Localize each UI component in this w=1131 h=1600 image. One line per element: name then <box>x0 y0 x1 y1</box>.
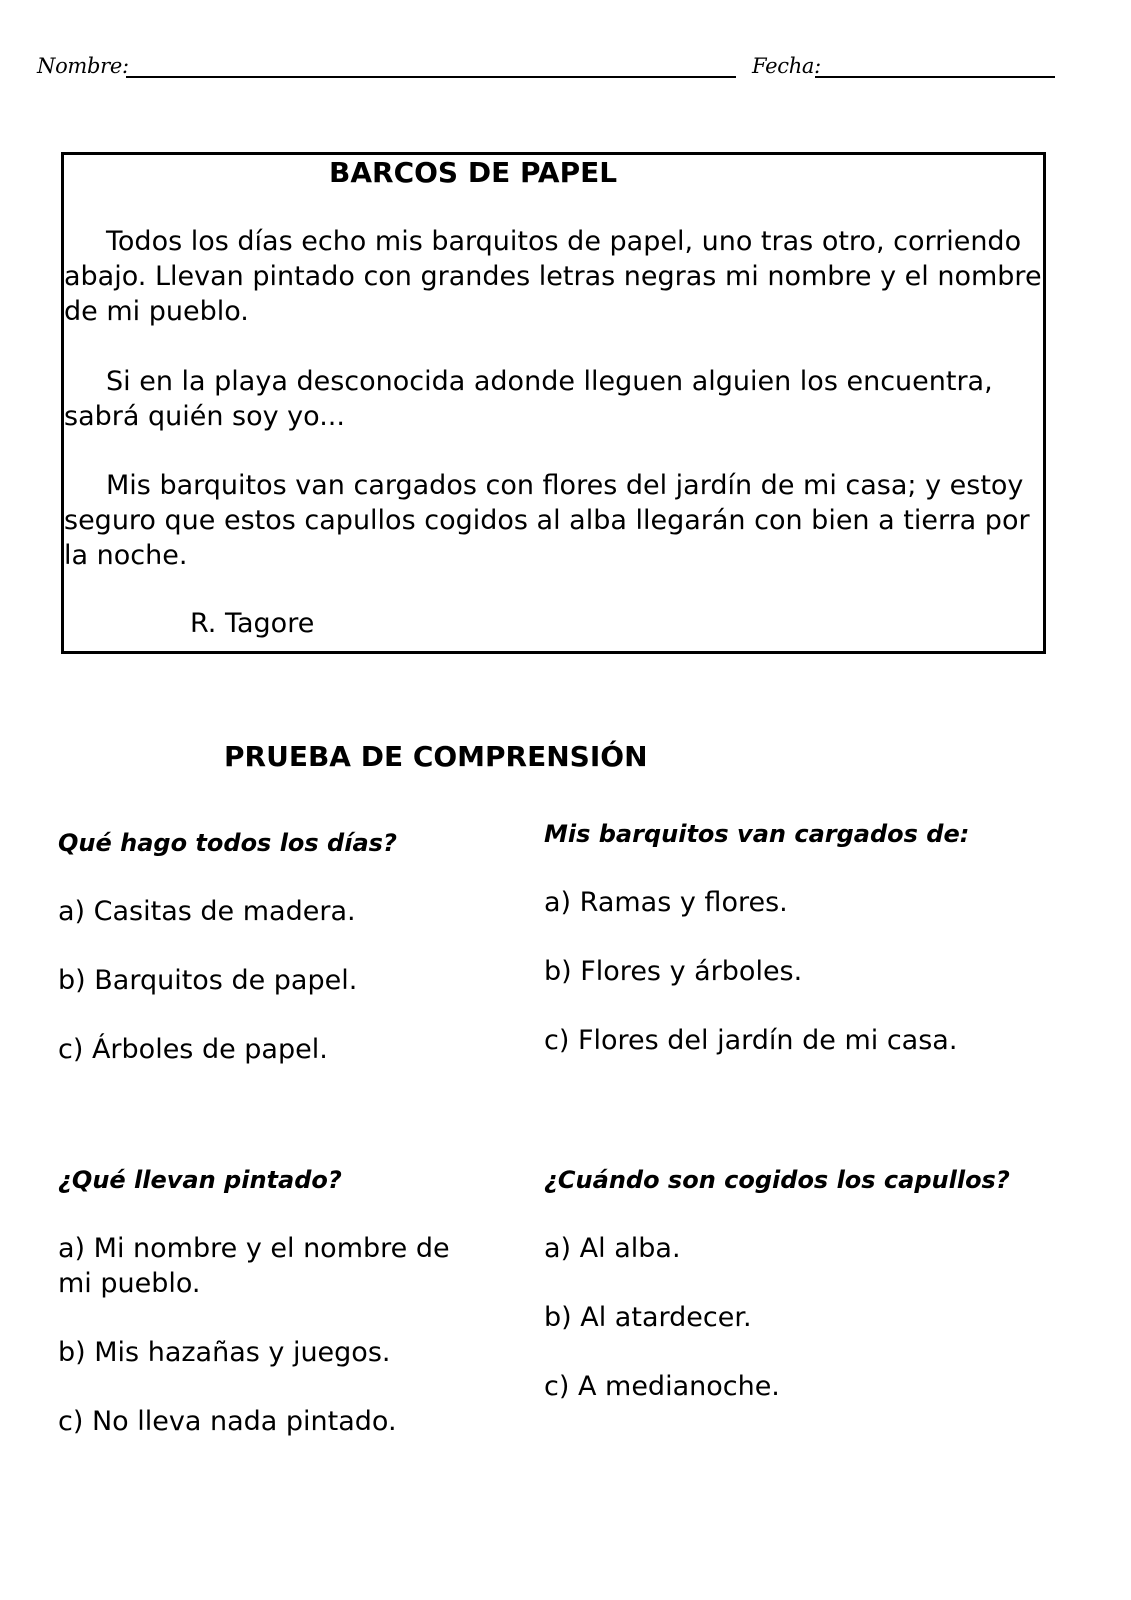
question-2: Mis barquitos van cargados de: <box>544 820 970 848</box>
question-1-option-b: b) Barquitos de papel. <box>58 965 358 996</box>
question-4: ¿Cuándo son cogidos los capullos? <box>544 1166 1010 1194</box>
question-2-option-b: b) Flores y árboles. <box>544 956 803 987</box>
question-2-option-c: c) Flores del jardín de mi casa. <box>544 1025 958 1056</box>
question-3-option-b: b) Mis hazañas y juegos. <box>58 1337 391 1368</box>
name-label: Nombre: <box>37 54 129 78</box>
story-paragraph-1: Todos los días echo mis barquitos de papel, uno tras otro, corriendo abajo. Llevan pintado con grandes letras negras mi nombre y el nombre de mi pueblo. <box>64 226 1042 327</box>
date-line <box>815 76 1055 78</box>
story-paragraph-2: Si en la playa desconocida adonde lleguen alguien los encuentra, sabrá quién soy yo... <box>64 366 993 432</box>
question-3: ¿Qué llevan pintado? <box>58 1166 342 1194</box>
name-line <box>126 76 736 78</box>
date-label: Fecha: <box>752 54 821 78</box>
question-4-option-a: a) Al alba. <box>544 1233 681 1264</box>
question-1: Qué hago todos los días? <box>58 829 397 857</box>
story-author: R. Tagore <box>190 608 315 639</box>
question-4-option-c: c) A medianoche. <box>544 1371 780 1402</box>
question-3-option-c: c) No lleva nada pintado. <box>58 1406 397 1437</box>
story-paragraph-3: Mis barquitos van cargados con flores del jardín de mi casa; y estoy seguro que estos capullos cogidos al alba llegarán con bien a tierra por la noche. <box>64 470 1030 571</box>
question-1-option-a: a) Casitas de madera. <box>58 896 356 927</box>
question-2-option-a: a) Ramas y flores. <box>544 887 788 918</box>
question-4-option-b: b) Al atardecer. <box>544 1302 752 1333</box>
question-3-option-a: a) Mi nombre y el nombre de mi pueblo. <box>58 1233 450 1299</box>
question-1-option-c: c) Árboles de papel. <box>58 1034 328 1065</box>
quiz-title: PRUEBA DE COMPRENSIÓN <box>224 740 648 773</box>
story-title: BARCOS DE PAPEL <box>329 156 618 189</box>
